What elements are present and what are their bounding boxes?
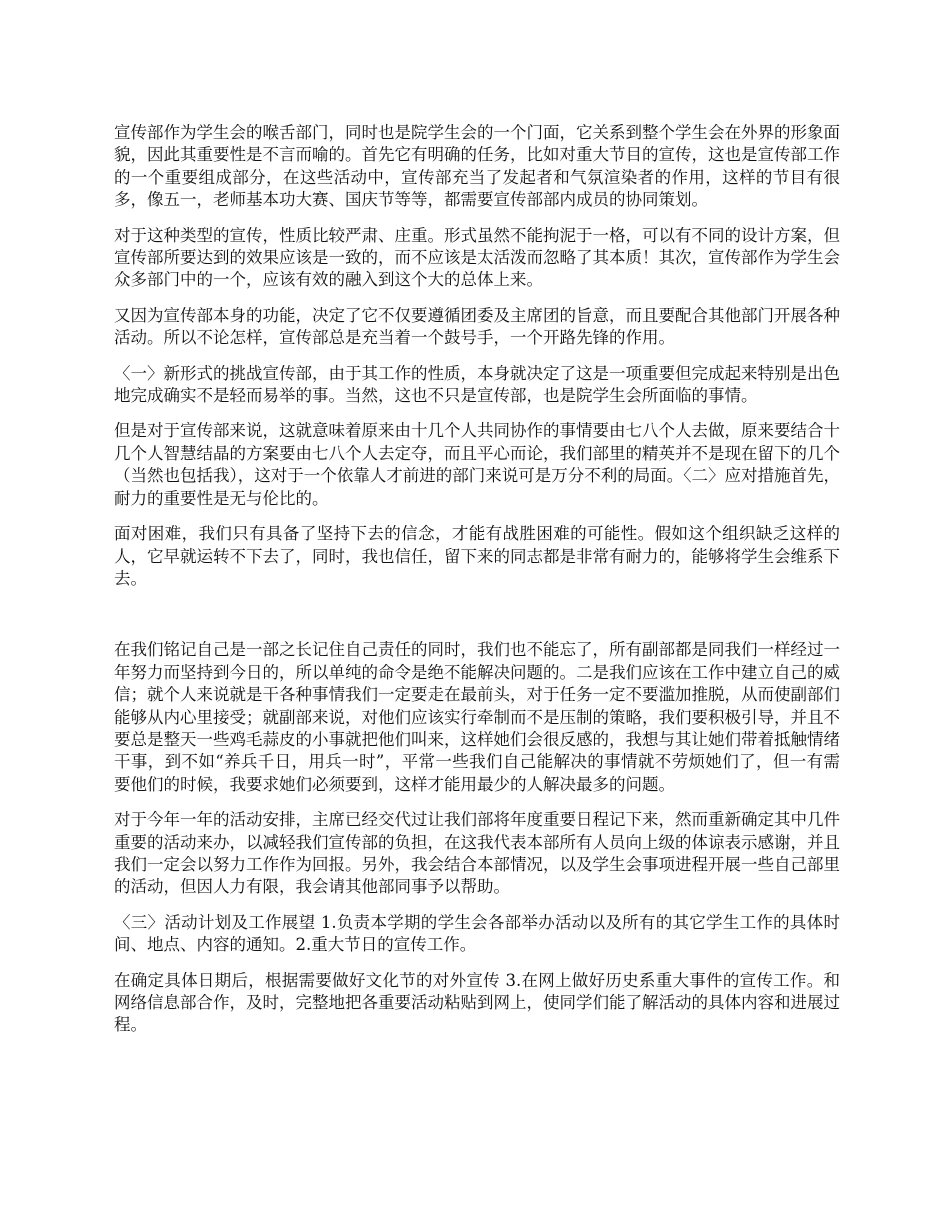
paragraph-5: 但是对于宣传部来说，这就意味着原来由十几个人共同协作的事情要由七八个人去做，原来要结合十几个人智慧结晶的方案要由七八个人去定夺，而且平心而论，我们部里的精英并不是现在留下的几个（当然也包括我），这对于一个依靠人才前进的部门来说可是万分不利的局面。〈二〉应对措施首先，耐力的重要性是无与伦比的。 [114, 421, 840, 508]
document-body [114, 122, 840, 1050]
paragraph-9: 〈三〉活动计划及工作展望 1.负责本学期的学生会各部举办活动以及所有的其它学生工作的具体时间、地点、内容的通知。2.重大节日的宣传工作。 [114, 912, 840, 955]
paragraph-10: 在确定具体日期后，根据需要做好文化节的对外宣传 3.在网上做好历史系重大事件的宣传工作。和网络信息部合作，及时，完整地把各重要活动粘贴到网上，使同学们能了解活动的具体内容和进展过程。 [114, 970, 840, 1035]
paragraph-3: 又因为宣传部本身的功能，决定了它不仅要遵循团委及主席团的旨意，而且要配合其他部门开展各种活动。所以不论怎样，宣传部总是充当着一个鼓号手，一个开路先锋的作用。 [114, 305, 840, 348]
paragraph-8: 对于今年一年的活动安排，主席已经交代过让我们部将年度重要日程记下来，然而重新确定其中几件重要的活动来办，以减轻我们宣传部的负担，在这我代表本部所有人员向上级的体谅表示感谢，并且我们一定会以努力工作作为回报。另外，我会结合本部情况，以及学生会事项进程开展一些自己部里的活动，但因人力有限，我会请其他部同事予以帮助。 [114, 810, 840, 897]
paragraph-4: 〈一〉新形式的挑战宣传部，由于其工作的性质，本身就决定了这是一项重要但完成起来特别是出色地完成确实不是轻而易举的事。当然，这也不只是宣传部，也是院学生会所面临的事情。 [114, 363, 840, 406]
paragraph-6: 面对困难，我们只有具备了坚持下去的信念，才能有战胜困难的可能性。假如这个组织缺乏这样的人，它早就运转不下去了，同时，我也信任，留下来的同志都是非常有耐力的，能够将学生会维系下去。 [114, 524, 840, 588]
paragraph-2: 对于这种类型的宣传，性质比较严肃、庄重。形式虽然不能拘泥于一格，可以有不同的设计方案，但宣传部所要达到的效果应该是一致的，而不应该是太活泼而忽略了其本质！其次，宣传部作为学生会众多部门中的一个，应该有效的融入到这个大的总体上来。 [114, 225, 840, 290]
section-gap [114, 603, 840, 639]
paragraph-1: 宣传部作为学生会的喉舌部门，同时也是院学生会的一个门面，它关系到整个学生会在外界的形象面貌，因此其重要性是不言而喻的。首先它有明确的任务，比如对重大节目的宣传，这也是宣传部工作的一个重要组成部分，在这些活动中，宣传部充当了发起者和气氛渲染者的作用，这样的节目有很多，像五一，老师基本功大赛、国庆节等等，都需要宣传部部内成员的协同策划。 [114, 123, 840, 210]
paragraph-7: 在我们铭记自己是一部之长记住自己责任的同时，我们也不能忘了，所有副部都是同我们一样经过一年努力而坚持到今日的，所以单纯的命令是绝不能解决问题的。二是我们应该在工作中建立自己的威信；就个人来说就是干各种事情我们一定要走在最前头，对于任务一定不要滥加推脱，从而使副部们能够从内心里接受；就副部来说，对他们应该实行牵制而不是压制的策略，我们要积极引导，并且不要总是整天一些鸡毛蒜皮的小事就把他们叫来，这样她们会很反感的，我想与其让她们带着抵触情绪干事，到不如“养兵千日，用兵一时”，平常一些我们自己能解决的事情就不劳烦她们了，但一有需要他们的时候，我要求她们必须要到，这样才能用最少的人解决最多的问题。 [114, 640, 840, 794]
